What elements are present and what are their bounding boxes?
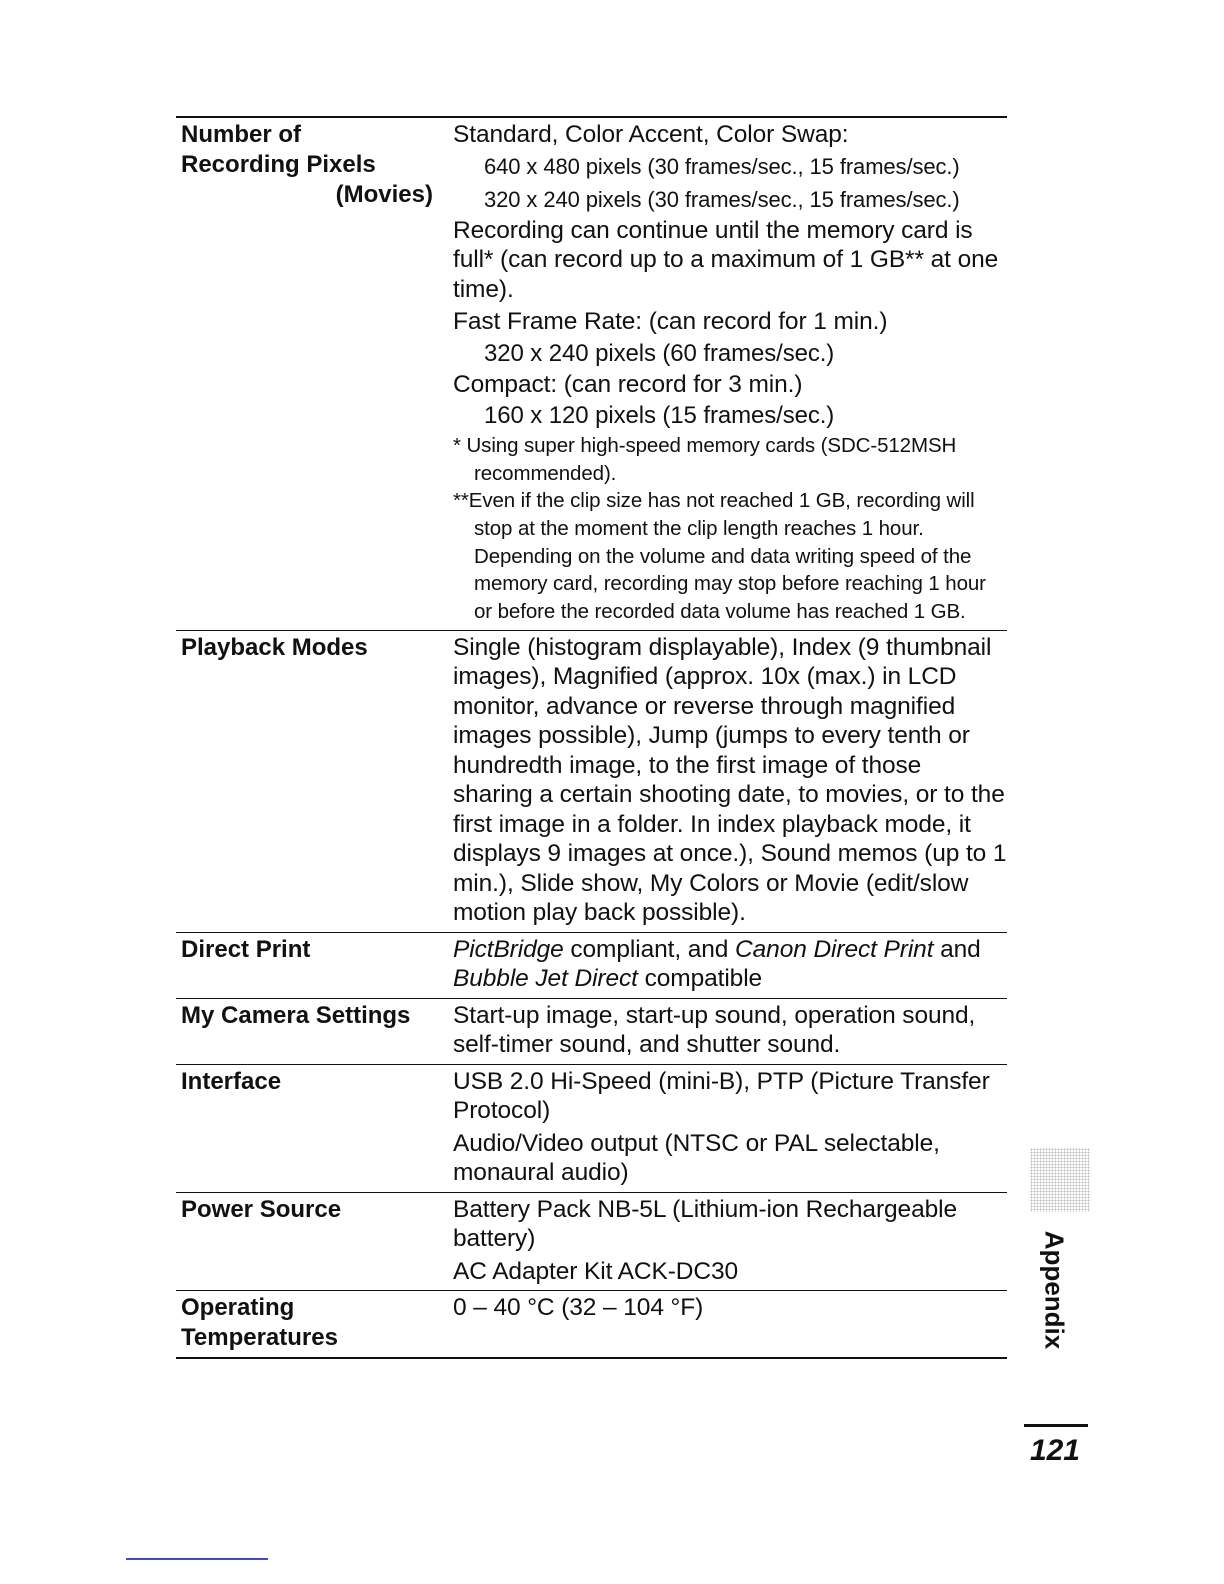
spec-value — [453, 120, 1007, 626]
spec-label: My Camera Settings — [181, 1001, 411, 1029]
value-text: 320 x 240 pixels (30 frames/sec., 15 frames/sec.) — [484, 186, 960, 212]
brand-name: Bubble Jet Direct — [453, 965, 638, 993]
value-fragment: and — [933, 935, 981, 963]
value-text: Battery Pack NB-5L (Lithium-ion Rechargeable battery) — [453, 1195, 957, 1253]
spec-value — [453, 1195, 1007, 1287]
page-number: 121 — [1029, 1434, 1080, 1467]
section-label — [1032, 1220, 1076, 1360]
section-tab-marker — [1030, 1148, 1090, 1212]
spec-value — [453, 633, 1007, 928]
value-fragment: compliant, and — [563, 935, 736, 963]
value-text: 0 – 40 °C (32 – 104 °F) — [453, 1294, 704, 1322]
label-line: Recording Pixels — [181, 151, 376, 178]
spec-label — [176, 1293, 453, 1353]
value-text: Audio/Video output (NTSC or PAL selectable, monaural audio) — [453, 1129, 940, 1187]
brand-name: Canon Direct Print — [735, 935, 934, 963]
value-text: 320 x 240 pixels (60 frames/sec.) — [484, 339, 835, 367]
value-fragment: compatible — [637, 965, 763, 993]
spec-value — [453, 1293, 1007, 1353]
spec-label: Direct Print — [181, 935, 311, 963]
spec-value — [453, 935, 1007, 994]
footer-rule — [126, 1558, 268, 1560]
section-label-text: Appendix — [1039, 1230, 1070, 1350]
value-text: Compact: (can record for 3 min.) — [453, 370, 803, 398]
label-line: Operating — [181, 1294, 295, 1322]
label-line: Temperatures — [181, 1324, 338, 1352]
footnote: **Even if the clip size has not reached 1 GB, recording will stop at the moment the clip length reaches 1 hour. Depending on the volume and data writing speed of the memory card, recording may stop before reaching 1 hour or before the recorded data volume has reached 1 GB. — [453, 489, 986, 624]
label-line: (Movies) — [335, 181, 433, 208]
spec-label — [176, 120, 453, 626]
spec-value — [453, 1001, 1007, 1060]
value-text: AC Adapter Kit ACK-DC30 — [453, 1257, 739, 1285]
value-text: Fast Frame Rate: (can record for 1 min.) — [453, 308, 888, 335]
value-text: Standard, Color Accent, Color Swap: — [453, 121, 849, 148]
value-text: Start-up image, start-up sound, operation sound, self-timer sound, and shutter sound. — [453, 1001, 976, 1059]
brand-name: PictBridge — [453, 935, 564, 963]
spec-row-power-source — [176, 1193, 1007, 1292]
spec-label: Interface — [181, 1067, 282, 1095]
spec-label: Power Source — [181, 1195, 342, 1223]
spec-row-operating-temperatures — [176, 1291, 1007, 1359]
value-text: 640 x 480 pixels (30 frames/sec., 15 frames/sec.) — [484, 153, 960, 179]
spec-row-camera-settings — [176, 999, 1007, 1065]
spec-row-direct-print — [176, 933, 1007, 999]
page-number-rule — [1024, 1424, 1088, 1427]
value-text: Recording can continue until the memory card is full* (can record up to a maximum of 1 GB** at one time). — [453, 216, 999, 303]
specifications-table — [176, 116, 1007, 1359]
value-text: USB 2.0 Hi-Speed (mini-B), PTP (Picture Transfer Protocol) — [453, 1067, 990, 1125]
spec-row-playback-modes — [176, 631, 1007, 933]
value-text — [453, 935, 1007, 994]
spec-row-interface — [176, 1065, 1007, 1193]
spec-value — [453, 1067, 1007, 1188]
spec-label: Playback Modes — [181, 633, 368, 661]
footnote: * Using super high-speed memory cards (SDC-512MSH recommended). — [453, 434, 957, 485]
value-text: 160 x 120 pixels (15 frames/sec.) — [484, 402, 835, 429]
spec-row-movie-pixels — [176, 118, 1007, 631]
value-text: Single (histogram displayable), Index (9 thumbnail images), Magnified (approx. 10x (max.) in LCD monitor, advance or reverse through magnified images possible), Jump (jumps to every tenth or hundredth image, to the first image of those sharing a certain shooting date, to movies, or to the first image in a folder. In index playback mode, it displays 9 images at once.), Sound memos (up to 1 min.), Slide show, My Colors or Movie (edit/slow motion play back possible). — [453, 633, 1007, 927]
label-line: Number of — [181, 121, 301, 148]
